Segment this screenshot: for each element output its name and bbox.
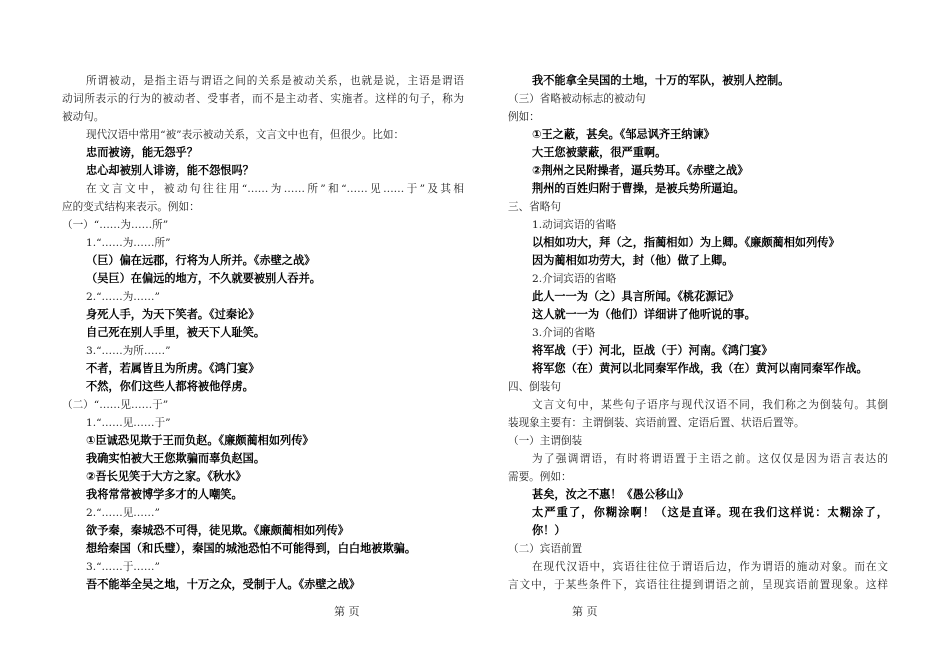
text-line: 忠而被谤，能无怨乎？ [86, 146, 198, 159]
text-line: 2.“……为……” [86, 291, 160, 303]
text-line: 在现代汉语中，宾语往往位于谓语后边，作为谓语的施动对象。而在文 [532, 561, 888, 573]
text-line: 被动句。 [62, 111, 105, 123]
text-line: 我将常常被博学多才的人嘲笑。 [86, 488, 243, 501]
text-line: 将军您（在）黄河以北同秦军作战，我（在）黄河以南同秦军作战。 [532, 362, 868, 375]
text-line: 1.动词宾语的省略 [532, 219, 617, 231]
text-line: （吴巨）在偏远的地方，不久就要被别人吞并。 [86, 272, 321, 285]
text-line: 不者，若属皆且为所虏。《鸿门宴》 [86, 362, 260, 375]
text-line: 荆州的百姓归附于曹操，是被兵势所逼迫。 [532, 182, 745, 195]
text-line: 因为蔺相如功劳大，封（他）做了上卿。 [532, 254, 734, 267]
page-footer-left: 第 页 [334, 605, 360, 618]
right-column [508, 72, 888, 594]
text-line: 你！） [532, 524, 566, 537]
text-line: 动词所表示的行为的被动者、受事者，而不是主动者、实施者。这样的句子，称为 [62, 93, 464, 105]
text-line: 为了强调谓语，有时将谓语置于主语之前。这仅仅是因为语言表达的 [532, 453, 888, 465]
text-line: 四、倒装句 [508, 381, 561, 393]
text-line: 所谓被动，是指主语与谓语之间的关系是被动关系，也就是说，主语是谓语 [86, 75, 464, 87]
text-line: 装现象主要有：主谓倒装、宾语前置、定语后置、状语后置等。 [508, 417, 805, 429]
text-line: 现代汉语中常用“被”表示被动关系，文言文中也有，但很少。比如： [86, 129, 405, 141]
text-line: （一）主谓倒装 [508, 435, 583, 447]
text-line: 2.“……见……” [86, 507, 160, 519]
text-line: 例如： [508, 111, 540, 123]
text-line: 此人一一为（之）具言所闻。《桃花源记》 [532, 290, 739, 303]
text-line: 2.介词宾语的省略 [532, 273, 617, 285]
text-line: 以相如功大，拜（之，指蔺相如）为上卿。《廉颇蔺相如列传》 [532, 236, 840, 249]
text-line: （三）省略被动标志的被动句 [508, 93, 646, 105]
text-line: （巨）偏在远郡，行将为人所并。《赤壁之战》 [86, 254, 316, 267]
text-line: （二）“……见……于” [62, 399, 169, 411]
text-line: ②荆州之民附操者，逼兵势耳。《赤壁之战》 [532, 164, 749, 177]
text-line: ①王之蔽，甚矣。《邹忌讽齐王纳谏》 [532, 128, 715, 141]
text-line: 不然，你们这些人都将被他俘虏。 [86, 380, 254, 393]
text-line: 忠心却被别人诽谤，能不怨恨吗？ [86, 164, 254, 177]
text-line: 吾不能举全吴之地，十万之众，受制于人。《赤壁之战》 [86, 578, 361, 591]
text-line: 将军战（于）河北，臣战（于）河南。《鸿门宴》 [532, 344, 773, 357]
text-line: 应的变式结构来表示。例如： [62, 201, 200, 213]
text-line: 我确实怕被大王您欺骗而辜负赵国。 [86, 452, 266, 465]
text-line: ①臣诚恐见欺于王而负赵。《廉颇蔺相如列传》 [86, 434, 314, 447]
text-line: （一）“……为……所” [62, 219, 169, 231]
text-line: 大王您被蒙蔽，很严重啊。 [532, 146, 667, 159]
text-line: 需要。例如： [508, 471, 572, 483]
text-line: 3.介词的省略 [532, 327, 596, 339]
text-line: 3.“……于……” [86, 561, 160, 573]
text-line: 3.“……为所……” [86, 345, 171, 357]
text-line: 在文言文中，被动句往往用“……为……所”和“……见……于”及其相 [86, 183, 464, 195]
text-line: 想给秦国（和氏璧），秦国的城池恐怕不可能得到，白白地被欺骗。 [86, 542, 417, 555]
text-line: 欲予秦，秦城恐不可得，徒见欺。《廉颇蔺相如列传》 [86, 524, 349, 537]
text-line: 太严重了，你糊涂啊！（这是直译。现在我们这样说：太糊涂了， [532, 506, 888, 519]
text-line: 我不能拿全吴国的土地，十万的军队，被别人控制。 [532, 74, 790, 87]
page-footer-right: 第 页 [572, 605, 598, 618]
text-line: 三、省略句 [508, 201, 561, 213]
text-line: （二）宾语前置 [508, 543, 583, 555]
text-line: 文言文句中，某些句子语序与现代汉语不同，我们称之为倒装句。其倒 [532, 399, 888, 411]
text-line: 自己死在别人手里，被天下人耻笑。 [86, 326, 266, 339]
text-line: 1.“……为……所” [86, 237, 171, 249]
text-line: 1.“……见……于” [86, 417, 171, 429]
text-line: 甚矣，汝之不惠！《愚公移山》 [532, 488, 689, 501]
text-line: 这人就一一为（他们）详细讲了他听说的事。 [532, 308, 756, 321]
left-column [62, 72, 464, 594]
text-line: 身死人手，为天下笑者。《过秦论》 [86, 308, 260, 321]
text-line: ②吾长见笑于大方之家。《秋水》 [86, 470, 247, 483]
text-line: 言文中，于某些条件下，宾语往往提到谓语之前，呈现宾语前置现象。这样 [508, 579, 888, 591]
